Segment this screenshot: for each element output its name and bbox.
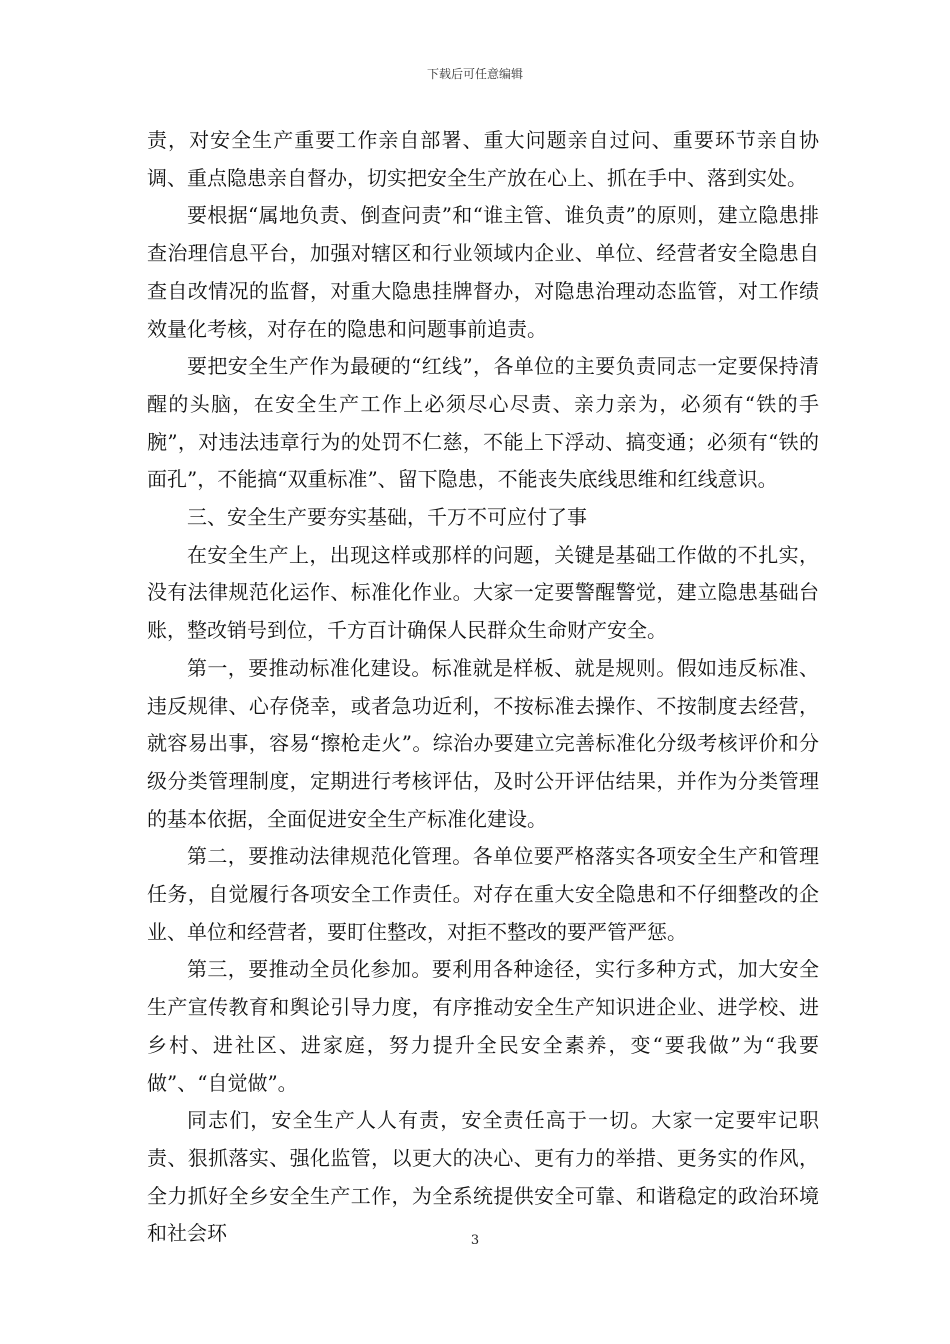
document-body	[147, 122, 819, 1253]
paragraph-third: 第三，要推动全员化参加。要利用各种途径，实行多种方式，加大安全生产宣传教育和舆论引导力度，有序推动安全生产知识进企业、进学校、进乡村、进社区、进家庭，努力提升全民安全素养，变“要我做”为“我要做”、“自觉做”。	[147, 957, 819, 1095]
paragraph-second: 第二，要推动法律规范化管理。各单位要严格落实各项安全生产和管理任务，自觉履行各项安全工作责任。对存在重大安全隐患和不仔细整改的企业、单位和经营者，要盯住整改，对拒不整改的要严管严惩。	[147, 844, 819, 944]
paragraph-3: 要把安全生产作为最硬的“红线”，各单位的主要负责同志一定要保持清醒的头脑，在安全生产工作上必须尽心尽责、亲力亲为，必须有“铁的手腕”，对违法违章行为的处罚不仁慈，不能上下浮动、搞变通；必须有“铁的面孔”，不能搞“双重标准”、留下隐患，不能丧失底线思维和红线意识。	[147, 354, 819, 492]
paragraph-2: 要根据“属地负责、倒查问责”和“谁主管、谁负责”的原则，建立隐患排查治理信息平台，加强对辖区和行业领域内企业、单位、经营者安全隐患自查自改情况的监督，对重大隐患挂牌督办，对隐患治理动态监管，对工作绩效量化考核，对存在的隐患和问题事前追责。	[147, 203, 819, 341]
paragraph-closing: 同志们，安全生产人人有责，安全责任高于一切。大家一定要牢记职责、狠抓落实、强化监管，以更大的决心、更有力的举措、更务实的作风，全力抓好全乡安全生产工作，为全系统提供安全可靠、和谐稳定的政治环境和社会环	[147, 1108, 819, 1246]
page-number: 3	[470, 1233, 480, 1248]
paragraph-1: 责，对安全生产重要工作亲自部署、重大问题亲自过问、重要环节亲自协调、重点隐患亲自督办，切实把安全生产放在心上、抓在手中、落到实处。	[147, 128, 819, 190]
section-heading-3: 三、安全生产要夯实基础，千万不可应付了事	[187, 505, 587, 530]
paragraph-5: 在安全生产上，出现这样或那样的问题，关键是基础工作做的不扎实，没有法律规范化运作、标准化作业。大家一定要警醒警觉，建立隐患基础台账，整改销号到位，千方百计确保人民群众生命财产安全。	[147, 542, 819, 643]
page-header: 下载后可任意编辑	[426, 67, 523, 81]
paragraph-first: 第一，要推动标准化建设。标准就是样板、就是规则。假如违反标准、违反规律、心存侥幸，或者急功近利，不按标准去操作、不按制度去经营，就容易出事，容易“擦枪走火”。综治办要建立完善标准化分级考核评价和分级分类管理制度，定期进行考核评估，及时公开评估结果，并作为分类管理的基本依据，全面促进安全生产标准化建设。	[147, 655, 819, 831]
